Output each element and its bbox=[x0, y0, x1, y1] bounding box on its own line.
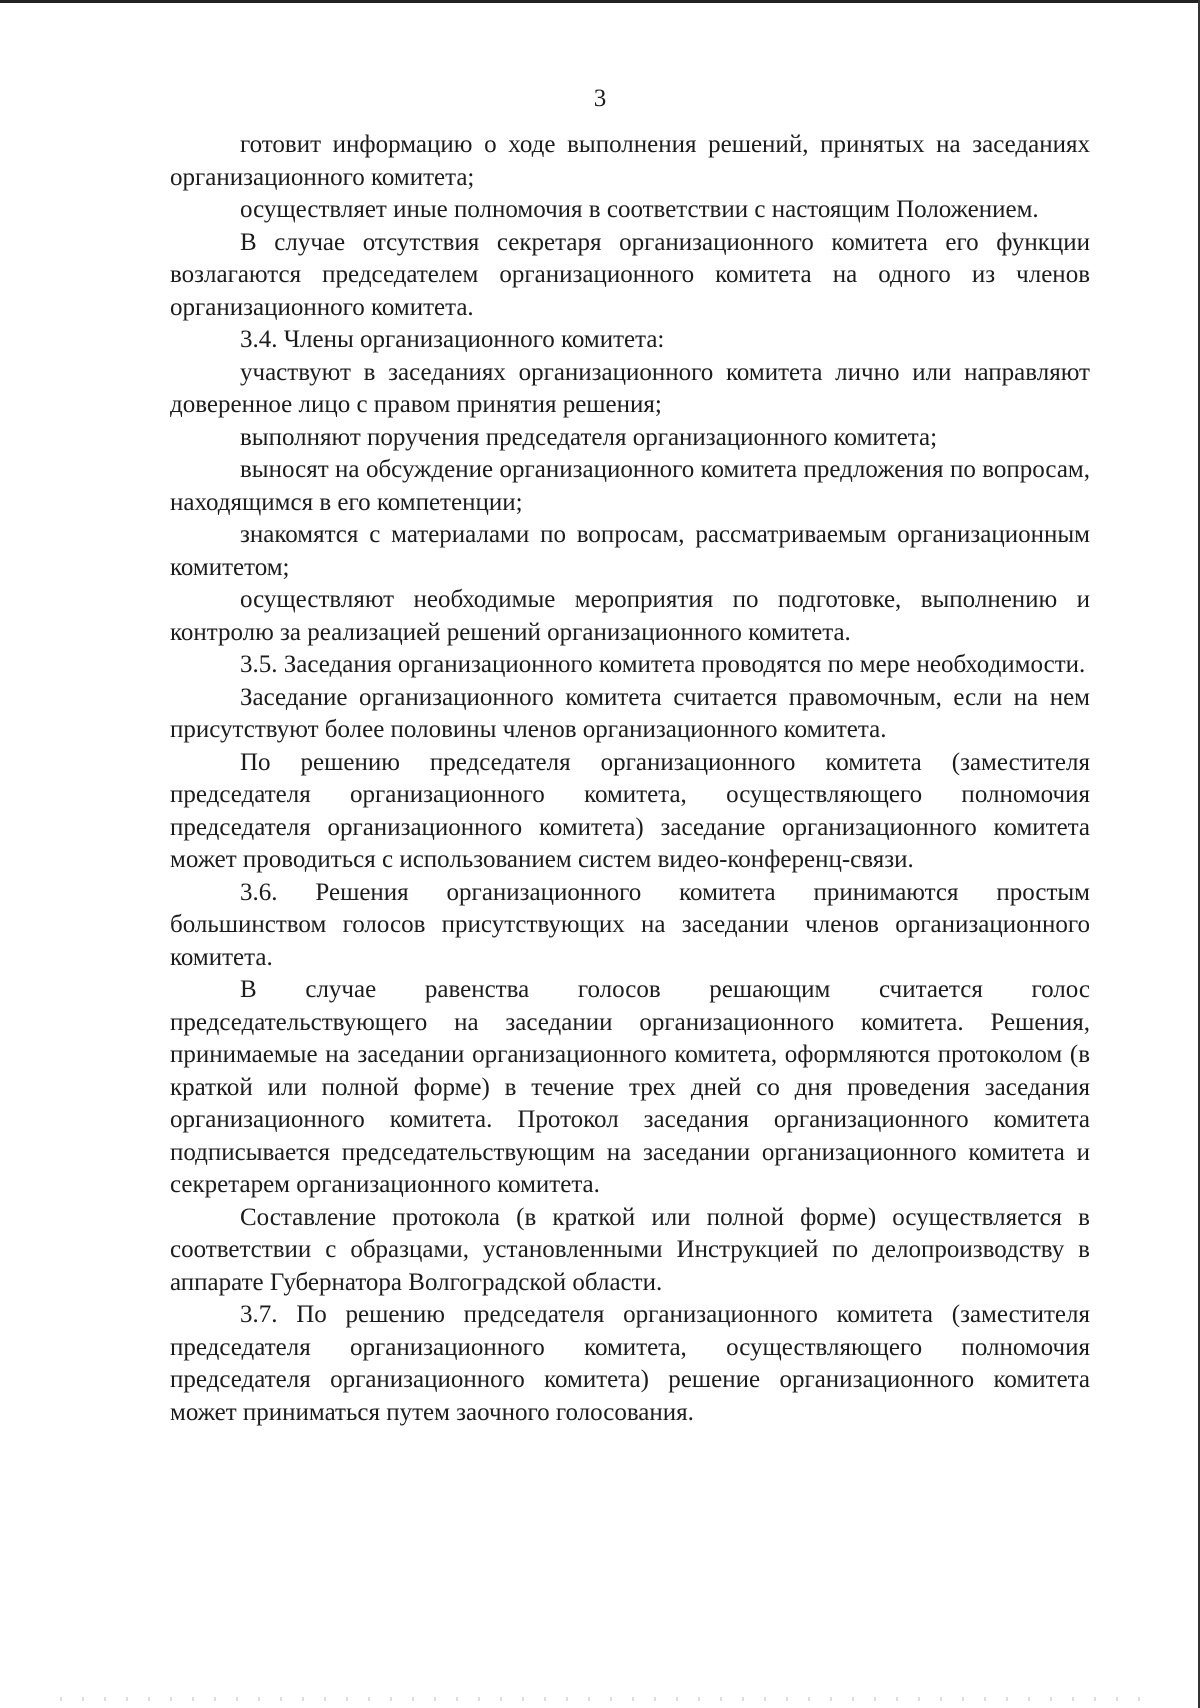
paragraph: осуществляет иные полномочия в соответствии с настоящим Положением. bbox=[240, 196, 1039, 223]
section-3-6: 3.6. Решения организационного комитета принимаются простым большинством голосов присутствующих на заседании членов организационного комитета. bbox=[170, 878, 1090, 971]
paragraph: выносят на обсуждение организационного комитета предложения по вопросам, находящимся в его компетенции; bbox=[170, 456, 1090, 516]
scan-noise-bottom bbox=[60, 1697, 1140, 1701]
paragraph: По решению председателя организационного комитета (заместителя председателя организационного комитета, осуществляющего полномочия председателя организационного комитета) заседание организационного комитета может проводиться с использованием систем видео-конференц-связи. bbox=[170, 748, 1090, 873]
section-heading-3-4: 3.4. Члены организационного комитета: bbox=[240, 326, 665, 353]
paragraph: знакомятся с материалами по вопросам, рассматриваемым организационным комитетом; bbox=[170, 521, 1090, 581]
scan-edge-top bbox=[0, 0, 1200, 3]
paragraph: готовит информацию о ходе выполнения решений, принятых на заседаниях организационного комитета; bbox=[170, 131, 1090, 191]
section-3-5: 3.5. Заседания организационного комитета проводятся по мере необходимости. bbox=[240, 651, 1086, 678]
page-number: 3 bbox=[593, 85, 607, 112]
document-body bbox=[170, 129, 1090, 1429]
paragraph: осуществляют необходимые мероприятия по подготовке, выполнению и контролю за реализацией решений организационного комитета. bbox=[170, 586, 1090, 646]
paragraph: выполняют поручения председателя организационного комитета; bbox=[240, 423, 938, 451]
paragraph: участвуют в заседаниях организационного комитета лично или направляют доверенное лицо с правом принятия решения; bbox=[170, 358, 1090, 418]
paragraph: В случае отсутствия секретаря организационного комитета его функции возлагаются председателем организационного комитета на одного из членов организационного комитета. bbox=[170, 228, 1090, 321]
paragraph: Составление протокола (в краткой или полной форме) осуществляется в соответствии с образцами, установленными Инструкцией по делопроизводству в аппарате Губернатора Волгоградской области. bbox=[170, 1203, 1090, 1296]
section-3-7: 3.7. По решению председателя организационного комитета (заместителя председателя организационного комитета, осуществляющего полномочия председателя организационного комитета) решение организационного комитета может приниматься путем заочного голосования. bbox=[170, 1301, 1090, 1426]
paragraph: Заседание организационного комитета считается правомочным, если на нем присутствуют более половины членов организационного комитета. bbox=[170, 683, 1090, 743]
paragraph: В случае равенства голосов решающим считается голос председательствующего на заседании организационного комитета. Решения, принимаемые на заседании организационного комитета, оформляются протоколом (в краткой или полной форме) в течение трех дней со дня проведения заседания организационного комитета. Протокол заседания организационного комитета подписывается председательствующим на заседании организационного комитета и секретарем организационного комитета. bbox=[170, 976, 1090, 1198]
